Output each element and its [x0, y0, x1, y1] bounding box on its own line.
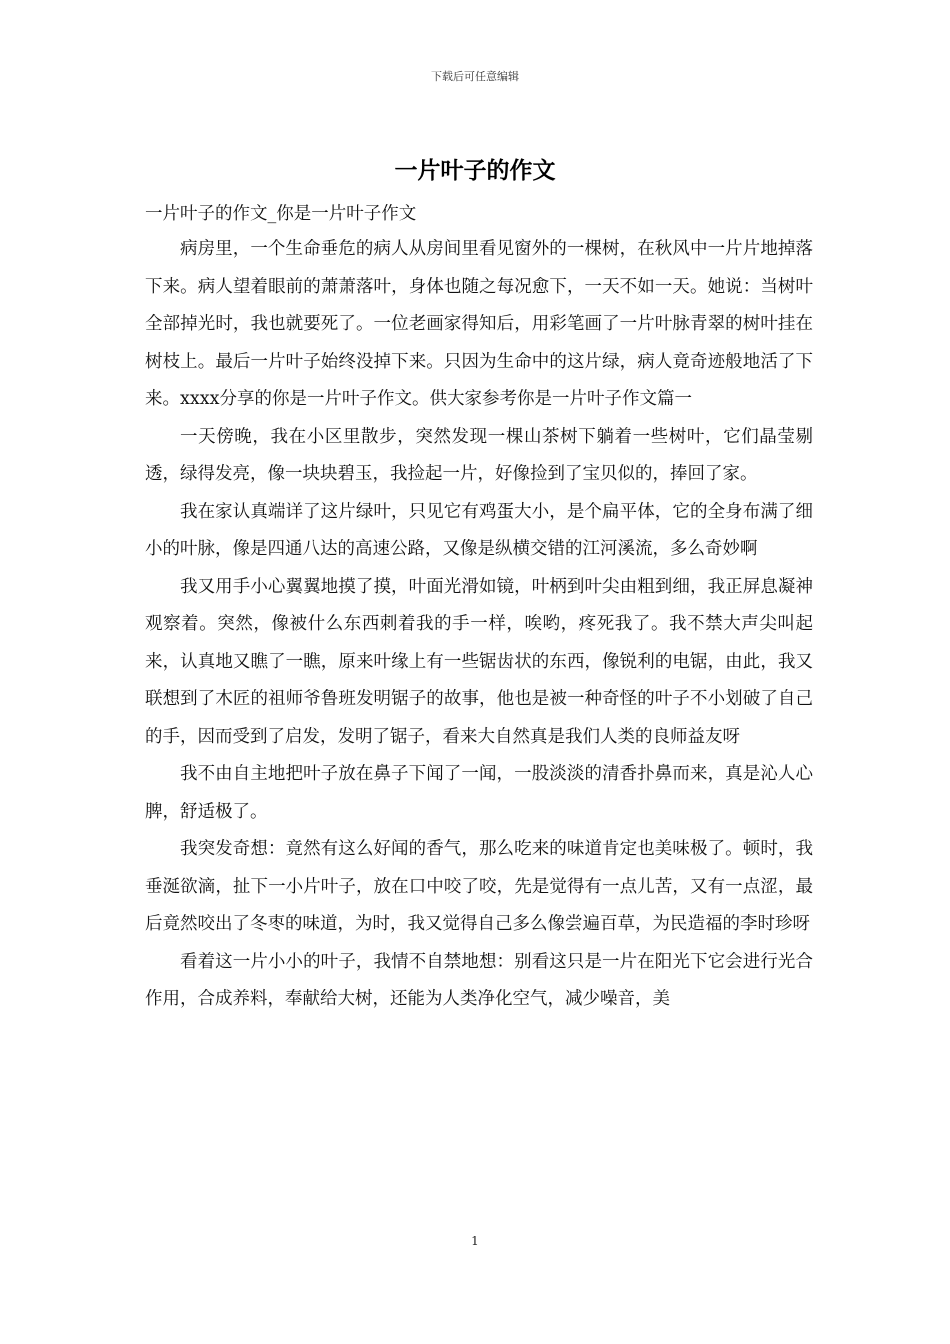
document-title: 一片叶子的作文: [394, 157, 556, 184]
page-number: 1: [471, 1234, 479, 1248]
paragraph-2: 一天傍晚，我在小区里散步，突然发现一棵山茶树下躺着一些树叶，它们晶莹剔透，绿得发亮，像一块块碧玉，我捡起一片，好像捡到了宝贝似的，捧回了家。: [145, 426, 813, 484]
paragraph-3: 我在家认真端详了这片绿叶，只见它有鸡蛋大小，是个扁平体，它的全身布满了细小的叶脉，像是四通八达的高速公路，又像是纵横交错的江河溪流，多么奇妙啊: [145, 501, 813, 559]
paragraph-1: 病房里，一个生命垂危的病人从房间里看见窗外的一棵树，在秋风中一片片地掉落下来。病人望着眼前的萧萧落叶，身体也随之每况愈下，一天不如一天。她说：当树叶全部掉光时，我也就要死了。一位老画家得知后，用彩笔画了一片叶脉青翠的树叶挂在树枝上。最后一片叶子始终没掉下来。只因为生命中的这片绿，病人竟奇迹般地活了下来。xxxx分享的你是一片叶子作文。供大家参考你是一片叶子作文篇一: [145, 239, 813, 409]
header-note: 下载后可任意编辑: [431, 70, 519, 83]
document-body: [145, 197, 813, 1019]
document-subtitle: 一片叶子的作文_你是一片叶子作文: [145, 204, 417, 224]
paragraph-4: 我又用手小心翼翼地摸了摸，叶面光滑如镜，叶柄到叶尖由粗到细，我正屏息凝神观察着。突然，像被什么东西刺着我的手一样，唉哟，疼死我了。我不禁大声尖叫起来，认真地又瞧了一瞧，原来叶缘上有一些锯齿状的东西，像锐利的电锯，由此，我又联想到了木匠的祖师爷鲁班发明锯子的故事，他也是被一种奇怪的叶子不小划破了自己的手，因而受到了启发，发明了锯子，看来大自然真是我们人类的良师益友呀: [145, 576, 813, 747]
paragraph-5: 我不由自主地把叶子放在鼻子下闻了一闻，一股淡淡的清香扑鼻而来，真是沁人心脾，舒适极了。: [145, 764, 813, 822]
paragraph-7: 看着这一片小小的叶子，我情不自禁地想：别看这只是一片在阳光下它会进行光合作用，合成养料，奉献给大树，还能为人类净化空气，减少噪音，美: [145, 951, 813, 1009]
paragraph-6: 我突发奇想：竟然有这么好闻的香气，那么吃来的味道肯定也美味极了。顿时，我垂涎欲滴，扯下一小片叶子，放在口中咬了咬，先是觉得有一点儿苦，又有一点涩，最后竟然咬出了冬枣的味道，为时，我又觉得自己多么像尝遍百草，为民造福的李时珍呀: [145, 839, 813, 934]
